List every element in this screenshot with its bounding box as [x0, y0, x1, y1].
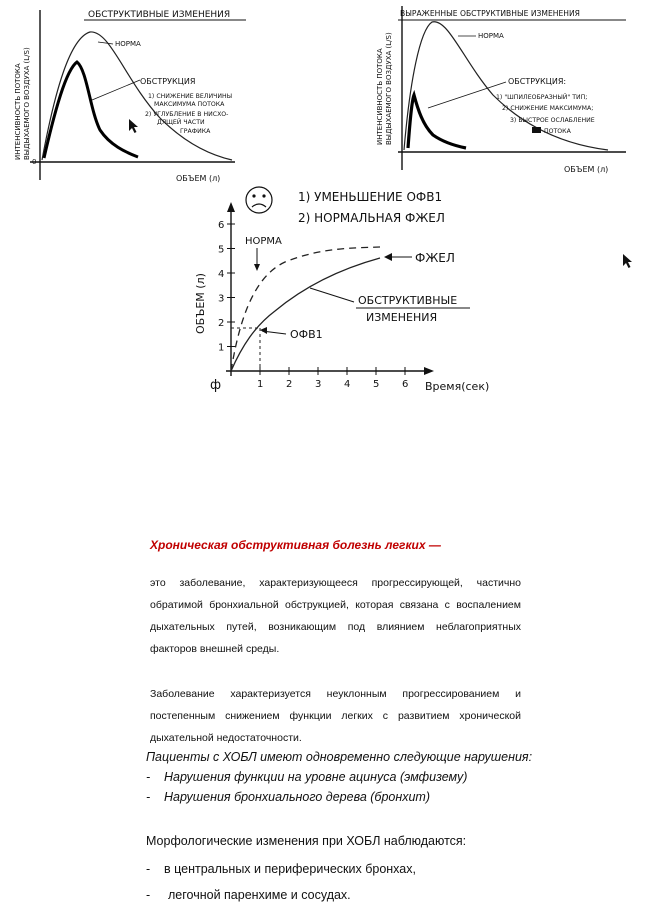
sad-face-icon: [246, 187, 272, 213]
chart3-label-fzhel: ФЖЕЛ: [415, 251, 455, 265]
list-item-text: Нарушения бронхиального дерева (бронхит): [164, 790, 430, 804]
morph-list: [146, 862, 416, 914]
x-tick-label: 6: [402, 379, 409, 390]
chart1-ylabel-1: ИНТЕНСИВНОСТЬ ПОТОКА: [14, 63, 22, 160]
chart1-note2a: 2) УГЛУБЛЕНИЕ В НИСХО-: [145, 111, 229, 118]
chart3-legend2: 2) НОРМАЛЬНАЯ ФЖЕЛ: [298, 211, 445, 225]
chart1-note2b: ДЯЩЕЙ ЧАСТИ: [157, 119, 205, 126]
y-tick-label: 2: [218, 318, 225, 329]
chart2-xlabel: ОБЪЕМ (л): [564, 165, 609, 174]
patients-intro: Пациенты с ХОБЛ имеют одновременно следующие нарушения:: [146, 750, 533, 764]
paragraph-progression: Заболевание характеризуется неуклонным прогрессированием и постепенным снижением функции легких с развитием хронической дыхательной недостаточности.: [150, 688, 521, 744]
x-tick-label: 5: [373, 379, 380, 390]
chart2-ylabel-1: ИНТЕНСИВНОСТЬ ПОТОКА: [376, 48, 384, 145]
chart2-note2: 2) СНИЖЕНИЕ МАКСИМУМА;: [502, 105, 594, 112]
chart3-origin: ф: [210, 378, 222, 393]
chart2-normal-curve: [404, 22, 608, 150]
chart1-origin: 0: [32, 158, 37, 166]
flow-volume-chart-obstructive: [0, 0, 300, 190]
chart3-legend1: 1) УМЕНЬШЕНИЕ ОФВ1: [298, 190, 443, 204]
list-item-text: легочной паренхиме и сосудах.: [168, 888, 351, 902]
chart1-note1a: 1) СНИЖЕНИЕ ВЕЛИЧИНЫ: [148, 93, 233, 100]
chart2-obstruction-curve: [408, 95, 466, 148]
chart2-ylabel-2: ВЫДЫХАЕМОГО ВОЗДУХА (L/S): [385, 32, 393, 145]
chart2-note3b: ПОТОКА: [544, 128, 571, 135]
chart1-title: ОБСТРУКТИВНЫЕ ИЗМЕНЕНИЯ: [88, 10, 231, 20]
chart2-title: ВЫРАЖЕННЫЕ ОБСТРУКТИВНЫЕ ИЗМЕНЕНИЯ: [400, 9, 580, 18]
x-tick-label: 1: [257, 379, 264, 390]
paragraph-definition: это заболевание, характеризующееся прогрессирующей, частично обратимой бронхиальной обструкцией, которая связана с воспалением дыхательных путей, возникающим под влиянием неблагоприятных факторов внешней среды.: [150, 577, 521, 655]
chart3-obstructive-curve: [231, 258, 380, 371]
x-tick-label: 3: [315, 379, 322, 390]
list-item: [146, 888, 416, 914]
bullet-dash: -: [146, 862, 151, 876]
chart3-label-ofv: ОФВ1: [290, 328, 323, 341]
chart1-obstruction-curve: [44, 62, 138, 158]
chart3-ylabel: ОБЪЕМ (л): [194, 273, 207, 334]
bullet-dash: -: [146, 770, 151, 784]
chart1-ylabel-2: ВЫДЫХАЕМОГО ВОЗДУХА (L/S): [23, 47, 31, 160]
bullet-dash: -: [146, 888, 151, 902]
morph-intro: Морфологические изменения при ХОБЛ наблюдаются:: [146, 834, 467, 848]
chart2-label-norm: НОРМА: [478, 32, 504, 40]
heading-copd: Хроническая обструктивная болезнь легких —: [150, 538, 441, 552]
list-item: [146, 862, 416, 888]
chart2-note1: 1) "ШПИЛЕОБРАЗНЫЙ" ТИП;: [496, 94, 588, 101]
y-tick-label: 1: [218, 342, 225, 354]
chart2-note3a: 3) БЫСТРОЕ ОСЛАБЛЕНИЕ: [510, 117, 595, 124]
mouse-pointer-icon: [622, 253, 634, 269]
list-item-text: в центральных и периферических бронхах,: [164, 862, 416, 876]
list-item: [146, 788, 467, 808]
list-item-text: Нарушения функции на уровне ацинуса (эмфизему): [164, 770, 468, 784]
flow-volume-chart-severe: [368, 0, 668, 190]
list-item: [146, 768, 467, 788]
x-tick-label: 4: [344, 379, 351, 390]
y-tick-label: 5: [218, 244, 225, 256]
chart2-label-obstr: ОБСТРУКЦИЯ:: [508, 77, 567, 86]
chart1-note2c: ГРАФИКА: [180, 128, 211, 135]
chart1-note1b: МАКСИМУМА ПОТОКА: [154, 101, 225, 108]
y-tick-label: 6: [218, 220, 225, 231]
y-tick-label: 4: [218, 269, 225, 280]
chart3-xlabel: Время(сек): [425, 380, 490, 393]
chart1-label-obstr: ОБСТРУКЦИЯ: [140, 77, 196, 86]
patients-list: [146, 768, 467, 808]
spirogram-chart: [180, 176, 510, 406]
chart3-label-obstr1: ОБСТРУКТИВНЫЕ: [358, 294, 458, 307]
bullet-dash: -: [146, 790, 151, 804]
chart3-label-norm: НОРМА: [245, 236, 282, 247]
chart3-label-obstr2: ИЗМЕНЕНИЯ: [366, 311, 438, 324]
mouse-pointer-icon: [128, 118, 140, 134]
chart1-label-norm: НОРМА: [115, 40, 141, 48]
chart1-xlabel: ОБЪЕМ (л): [176, 174, 221, 183]
x-tick-label: 2: [286, 379, 293, 390]
y-tick-label: 3: [218, 293, 225, 305]
